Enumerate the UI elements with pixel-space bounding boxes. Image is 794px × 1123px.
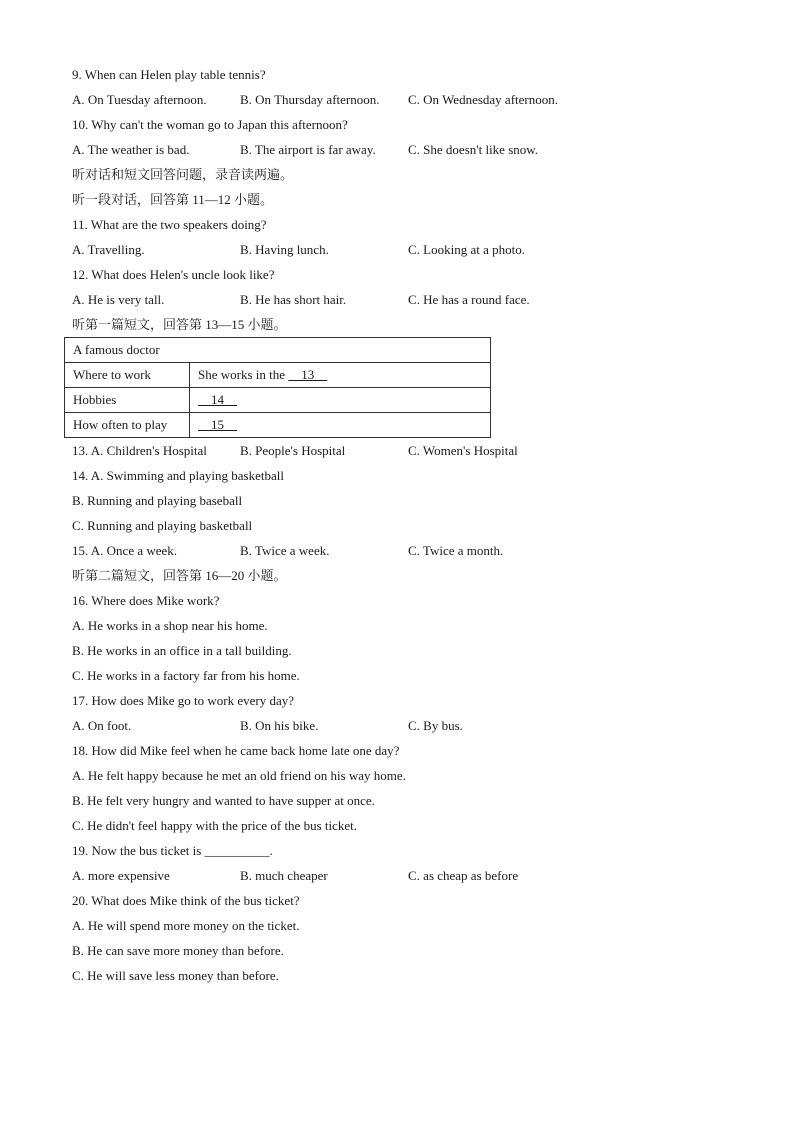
- text-line: C. He didn't feel happy with the price of the bus ticket.: [72, 818, 358, 833]
- text-line: 听一段对话，回答第 11—12 小题。: [72, 192, 274, 207]
- option-a: A. He is very tall.: [72, 292, 165, 307]
- option-c: C. Twice a month.: [408, 543, 504, 558]
- option-c: C. She doesn't like snow.: [408, 142, 539, 157]
- option-a: 15. A. Once a week.: [72, 543, 178, 558]
- text-line: A. He felt happy because he met an old friend on his way home.: [72, 768, 406, 783]
- info-table-wrapper: [72, 337, 732, 438]
- text-line: B. He can save more money than before.: [72, 943, 284, 958]
- option-a: A. Travelling.: [72, 242, 145, 257]
- option-b: B. much cheaper: [240, 868, 328, 883]
- questions-part-2: [72, 438, 732, 988]
- text-line: C. He works in a factory far from his home.: [72, 668, 300, 683]
- option-a: A. On foot.: [72, 718, 132, 733]
- exam-page: [72, 62, 732, 988]
- options-row: [72, 438, 732, 463]
- row-value-text: She works in the: [198, 367, 289, 382]
- text-line: 听对话和短文回答问题，录音读两遍。: [72, 167, 294, 182]
- text-line: C. Running and playing basketball: [72, 518, 253, 533]
- text-line: A. He works in a shop near his home.: [72, 618, 268, 633]
- text-line: 12. What does Helen's uncle look like?: [72, 267, 275, 282]
- option-b: B. He has short hair.: [240, 292, 347, 307]
- option-a: A. On Tuesday afternoon.: [72, 92, 207, 107]
- answer-blank-15: 15: [198, 417, 237, 432]
- option-a: 13. A. Children's Hospital: [72, 443, 207, 458]
- text-line: 10. Why can't the woman go to Japan this afternoon?: [72, 117, 348, 132]
- options-row: [72, 237, 732, 262]
- text-line: 听第二篇短文，回答第 16—20 小题。: [72, 568, 287, 583]
- row-label: Where to work: [65, 363, 190, 388]
- text-line: A. He will spend more money on the ticket.: [72, 918, 300, 933]
- text-line: B. He felt very hungry and wanted to have supper at once.: [72, 793, 375, 808]
- option-b: B. People's Hospital: [240, 443, 346, 458]
- option-c: C. Looking at a photo.: [408, 242, 525, 257]
- answer-blank-14: 14: [198, 392, 237, 407]
- answer-blank-13: 13: [288, 367, 328, 382]
- options-row: [72, 863, 732, 888]
- row-label: How often to play: [65, 413, 190, 438]
- option-b: B. On his bike.: [240, 718, 319, 733]
- text-line: B. He works in an office in a tall building.: [72, 643, 292, 658]
- option-b: B. On Thursday afternoon.: [240, 92, 380, 107]
- option-c: C. On Wednesday afternoon.: [408, 92, 558, 107]
- option-b: B. The airport is far away.: [240, 142, 376, 157]
- option-c: C. By bus.: [408, 718, 463, 733]
- options-row: [72, 137, 732, 162]
- option-b: B. Having lunch.: [240, 242, 329, 257]
- option-c: C. He has a round face.: [408, 292, 530, 307]
- table-title-row: [65, 338, 491, 363]
- text-line: 19. Now the bus ticket is __________.: [72, 843, 273, 858]
- questions-part-1: [72, 62, 732, 337]
- table-title: A famous doctor: [65, 338, 491, 363]
- row-value: [190, 388, 491, 413]
- table-row: [65, 363, 491, 388]
- option-c: C. as cheap as before: [408, 868, 519, 883]
- option-b: B. Twice a week.: [240, 543, 330, 558]
- options-row: [72, 287, 732, 312]
- options-row: [72, 87, 732, 112]
- options-row: [72, 713, 732, 738]
- option-a: A. The weather is bad.: [72, 142, 190, 157]
- text-line: 9. When can Helen play table tennis?: [72, 67, 266, 82]
- table-row: [65, 388, 491, 413]
- info-table: [64, 337, 491, 438]
- text-line: 20. What does Mike think of the bus ticket?: [72, 893, 300, 908]
- text-line: 18. How did Mike feel when he came back home late one day?: [72, 743, 400, 758]
- row-value: [190, 413, 491, 438]
- option-a: A. more expensive: [72, 868, 170, 883]
- text-line: 11. What are the two speakers doing?: [72, 217, 267, 232]
- text-line: 17. How does Mike go to work every day?: [72, 693, 295, 708]
- text-line: B. Running and playing baseball: [72, 493, 243, 508]
- text-line: 16. Where does Mike work?: [72, 593, 220, 608]
- option-c: C. Women's Hospital: [408, 443, 518, 458]
- options-row: [72, 538, 732, 563]
- text-line: 14. A. Swimming and playing basketball: [72, 468, 284, 483]
- table-row: [65, 413, 491, 438]
- row-value: [190, 363, 491, 388]
- text-line: 听第一篇短文，回答第 13—15 小题。: [72, 317, 287, 332]
- row-label: Hobbies: [65, 388, 190, 413]
- text-line: C. He will save less money than before.: [72, 968, 279, 983]
